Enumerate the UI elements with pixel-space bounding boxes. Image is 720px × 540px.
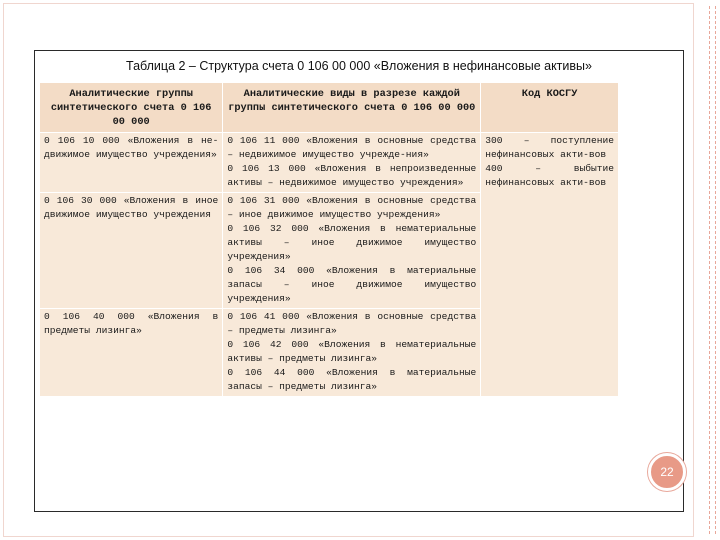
row-kinds-cell	[223, 133, 481, 193]
row-kinds-cell	[223, 309, 481, 397]
slide-content-box	[34, 50, 684, 512]
kosgu-entry: 400 – выбытие нефинансовых акти-вов	[485, 163, 614, 188]
header-kosgu-code: Код КОСГУ	[481, 83, 619, 133]
kosgu-entry: 300 – поступление нефинансовых акти-вов	[485, 135, 614, 160]
row-group-cell: 0 106 30 000 «Вложения в иное движимое имущество учреждения	[40, 193, 223, 309]
kosgu-cell	[481, 133, 619, 397]
row-group-cell: 0 106 10 000 «Вложения в не-движимое имущество учреждения»	[40, 133, 223, 193]
kind-entry: 0 106 32 000 «Вложения в нематериальные активы – иное движимое имущество учреждения»	[227, 223, 477, 262]
decorative-side-rail	[698, 0, 720, 540]
kind-entry: 0 106 11 000 «Вложения в основные средства – недвижимое имущество учрежде-ния»	[227, 135, 477, 160]
header-analytic-groups: Аналитические группы синтетического счета 0 106 00 000	[40, 83, 223, 133]
kind-entry: 0 106 42 000 «Вложения в нематериальные активы – предметы лизинга»	[227, 339, 477, 364]
kind-entry: 0 106 44 000 «Вложения в материальные запасы – предметы лизинга»	[227, 367, 477, 392]
stitch-line	[715, 6, 716, 534]
row-group-cell: 0 106 40 000 «Вложения в предметы лизинга»	[40, 309, 223, 397]
account-structure-table	[39, 82, 619, 397]
table-caption: Таблица 2 – Структура счета 0 106 00 000 «Вложения в нефинансовые активы»	[126, 59, 592, 73]
table-header-row	[40, 83, 619, 133]
stitch-line	[709, 6, 710, 534]
kind-entry: 0 106 13 000 «Вложения в непроизведенные активы – недвижимое имущество учреждения»	[227, 163, 477, 188]
row-kinds-cell	[223, 193, 481, 309]
kind-entry: 0 106 31 000 «Вложения в основные средства – иное движимое имущество учреждения»	[227, 195, 477, 220]
header-analytic-kinds: Аналитические виды в разрезе каждой группы синтетического счета 0 106 00 000	[223, 83, 481, 133]
kind-entry: 0 106 34 000 «Вложения в материальные запасы – иное движимое имущество учреждения»	[227, 265, 477, 304]
page-number-badge: 22	[648, 453, 686, 491]
kind-entry: 0 106 41 000 «Вложения в основные средства – предметы лизинга»	[227, 311, 477, 336]
table-row	[40, 133, 619, 193]
